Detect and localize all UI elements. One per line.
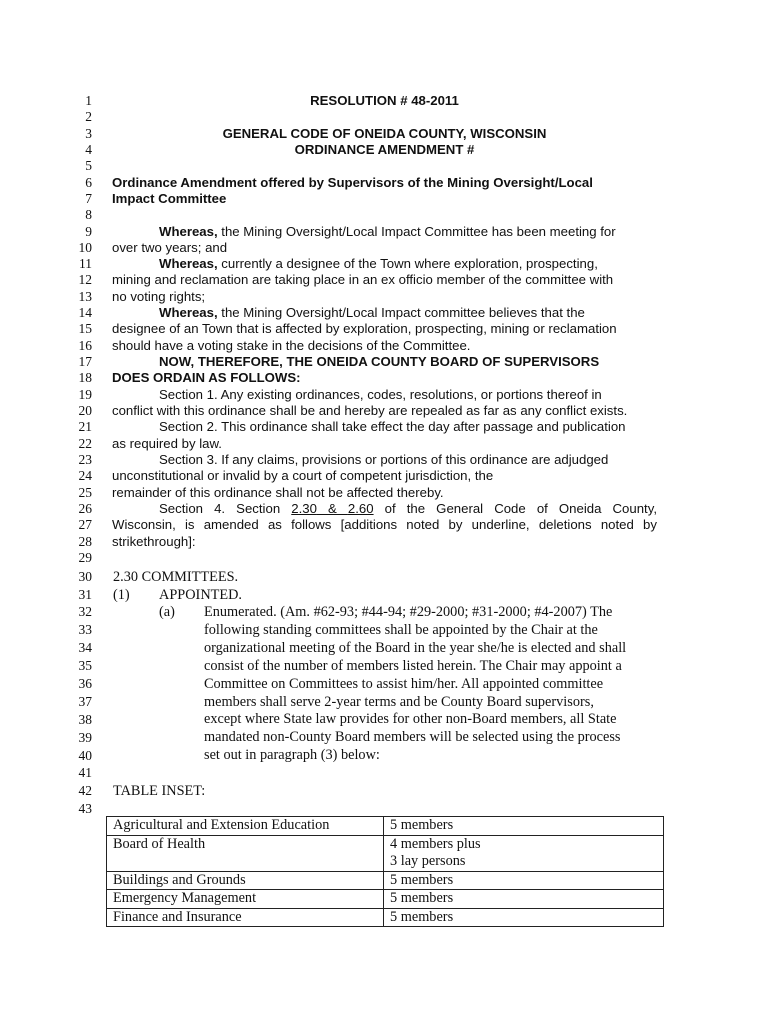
whereas-3-line2: designee of an Town that is affected by exploration, prospecting, mining or reclamation <box>112 321 617 336</box>
line-number: 4 <box>85 142 92 157</box>
table-row <box>107 890 664 909</box>
table-row <box>107 908 664 927</box>
line-number: 5 <box>85 158 92 173</box>
committee-name: Buildings and Grounds <box>107 871 384 890</box>
whereas-1-line2: over two years; and <box>112 240 228 255</box>
line-number: 24 <box>78 468 92 483</box>
committee-members <box>384 817 664 836</box>
line-number: 26 <box>78 501 92 516</box>
line-number: 17 <box>78 354 92 369</box>
committee-name: Finance and Insurance <box>107 908 384 927</box>
members-line: 5 members <box>390 817 454 833</box>
line-number: 42 <box>78 783 92 798</box>
line-number: 1 <box>85 93 92 108</box>
paragraph-line: following standing committees shall be appointed by the Chair at the <box>204 621 598 638</box>
line-number: 43 <box>78 801 92 816</box>
line-number: 6 <box>85 175 92 190</box>
line-number: 9 <box>85 224 92 239</box>
whereas-3-line1 <box>159 305 585 321</box>
whereas-label: Whereas, <box>159 224 218 239</box>
committee-members <box>384 890 664 909</box>
line-number: 38 <box>78 712 92 727</box>
now-therefore-line1: NOW, THEREFORE, THE ONEIDA COUNTY BOARD OF SUPERVISORS <box>159 354 600 369</box>
paragraph-label: (a) <box>159 604 175 620</box>
committee-table <box>106 816 664 927</box>
line-number: 2 <box>85 109 92 124</box>
paragraph-line: mandated non-County Board members will be selected using the process <box>204 729 621 746</box>
line-number: 22 <box>78 436 92 451</box>
section-4-prefix: Section 4. Section <box>159 501 292 516</box>
section-4-suffix: of the General Code of Oneida County, <box>373 501 657 516</box>
line-number: 29 <box>78 550 92 565</box>
committee-members <box>384 835 664 871</box>
whereas-label: Whereas, <box>159 305 218 320</box>
line-number: 40 <box>78 748 92 763</box>
line-number: 23 <box>78 452 92 467</box>
line-number: 12 <box>78 272 92 287</box>
table-row <box>107 817 664 836</box>
line-number: 14 <box>78 305 92 320</box>
subsection-title: APPOINTED. <box>159 587 243 603</box>
section-4-line2: Wisconsin, is amended as follows [additions noted by underline, deletions noted by <box>112 517 657 532</box>
paragraph-line: organizational meeting of the Board in the year she/he is elected and shall <box>204 639 627 656</box>
members-line: 3 lay persons <box>390 853 466 869</box>
line-number: 35 <box>78 658 92 673</box>
paragraph-line: set out in paragraph (3) below: <box>204 747 380 764</box>
section-3-line2: unconstitutional or invalid by a court of competent jurisdiction, the <box>112 468 494 483</box>
section-4-line1 <box>112 501 657 517</box>
line-number: 36 <box>78 676 92 691</box>
whereas-2-line2: mining and reclamation are taking place in an ex officio member of the committee with <box>112 272 614 287</box>
paragraph-line: Enumerated. (Am. #62-93; #44-94; #29-2000; #31-2000; #4-2007) The <box>204 604 613 620</box>
line-number: 32 <box>78 604 92 619</box>
line-number: 28 <box>78 534 92 549</box>
line-number: 10 <box>78 240 92 255</box>
section-ref-amp: & <box>316 501 348 516</box>
members-line: 5 members <box>390 890 454 906</box>
committee-members <box>384 908 664 927</box>
section-1-line2: conflict with this ordinance shall be and hereby are repealed as far as any conflict exists. <box>112 403 628 418</box>
whereas-1-line1 <box>159 224 616 240</box>
code-title: GENERAL CODE OF ONEIDA COUNTY, WISCONSIN <box>222 126 547 141</box>
line-number: 25 <box>78 485 92 500</box>
line-number: 7 <box>85 191 92 206</box>
whereas-2-line1 <box>159 256 598 272</box>
paragraph-line: members shall serve 2-year terms and be County Board supervisors, <box>204 693 594 710</box>
whereas-text: the Mining Oversight/Local Impact Committee has been meeting for <box>217 224 616 239</box>
committees-heading: 2.30 COMMITTEES. <box>113 569 239 585</box>
now-therefore-line2: DOES ORDAIN AS FOLLOWS: <box>112 370 301 385</box>
section-ref-260: 2.60 <box>347 501 374 516</box>
offered-by-line1: Ordinance Amendment offered by Supervisors of the Mining Oversight/Local <box>112 175 593 190</box>
whereas-text: currently a designee of the Town where exploration, prospecting, <box>217 256 598 271</box>
line-number: 39 <box>78 730 92 745</box>
resolution-title: RESOLUTION # 48-2011 <box>310 93 459 108</box>
paragraph-line: except where State law provides for other non-Board members, all State <box>204 711 617 728</box>
whereas-label: Whereas, <box>159 256 218 271</box>
line-number: 11 <box>79 256 92 271</box>
members-line: 5 members <box>390 871 454 888</box>
line-number: 33 <box>78 622 92 637</box>
committee-name: Board of Health <box>107 835 384 871</box>
members-line: 5 members <box>390 908 454 925</box>
paragraph-line: consist of the number of members listed herein. The Chair may appoint a <box>204 657 622 674</box>
section-4-line3: strikethrough]: <box>112 534 196 549</box>
section-3-line3: remainder of this ordinance shall not be affected thereby. <box>112 485 444 500</box>
line-number: 30 <box>78 569 92 584</box>
committee-members <box>384 871 664 890</box>
section-3-line1: Section 3. If any claims, provisions or portions of this ordinance are adjudged <box>159 452 609 467</box>
whereas-3-line3: should have a voting stake in the decisions of the Committee. <box>112 338 471 353</box>
committee-name: Emergency Management <box>107 890 384 909</box>
subsection-number: (1) <box>113 587 130 603</box>
committee-name: Agricultural and Extension Education <box>107 817 384 836</box>
offered-by-line2: Impact Committee <box>112 191 227 206</box>
section-1-line1: Section 1. Any existing ordinances, codes, resolutions, or portions thereof in <box>159 387 602 402</box>
line-number: 31 <box>78 587 92 602</box>
paragraph-line: Committee on Committees to assist him/her. All appointed committee <box>204 675 604 692</box>
amendment-title: ORDINANCE AMENDMENT # <box>294 142 475 157</box>
section-ref-230: 2.30 <box>291 501 317 516</box>
line-number: 16 <box>78 338 92 353</box>
section-2-line1: Section 2. This ordinance shall take effect the day after passage and publication <box>159 419 626 434</box>
table-row <box>107 835 664 871</box>
line-number: 20 <box>78 403 92 418</box>
line-number: 19 <box>78 387 92 402</box>
section-2-line2: as required by law. <box>112 436 222 451</box>
table-inset-label: TABLE INSET: <box>113 783 206 799</box>
line-number: 41 <box>78 765 92 780</box>
whereas-text: the Mining Oversight/Local Impact committee believes that the <box>217 305 585 320</box>
members-line: 4 members plus <box>390 835 481 852</box>
line-number: 3 <box>85 126 92 141</box>
line-number: 18 <box>78 370 92 385</box>
line-number: 21 <box>78 419 92 434</box>
whereas-2-line3: no voting rights; <box>112 289 206 304</box>
line-number: 13 <box>78 289 92 304</box>
table-row <box>107 871 664 890</box>
line-number: 37 <box>78 694 92 709</box>
line-number: 27 <box>78 517 92 532</box>
line-number: 8 <box>85 207 92 222</box>
line-number: 15 <box>78 321 92 336</box>
line-number: 34 <box>78 640 92 655</box>
